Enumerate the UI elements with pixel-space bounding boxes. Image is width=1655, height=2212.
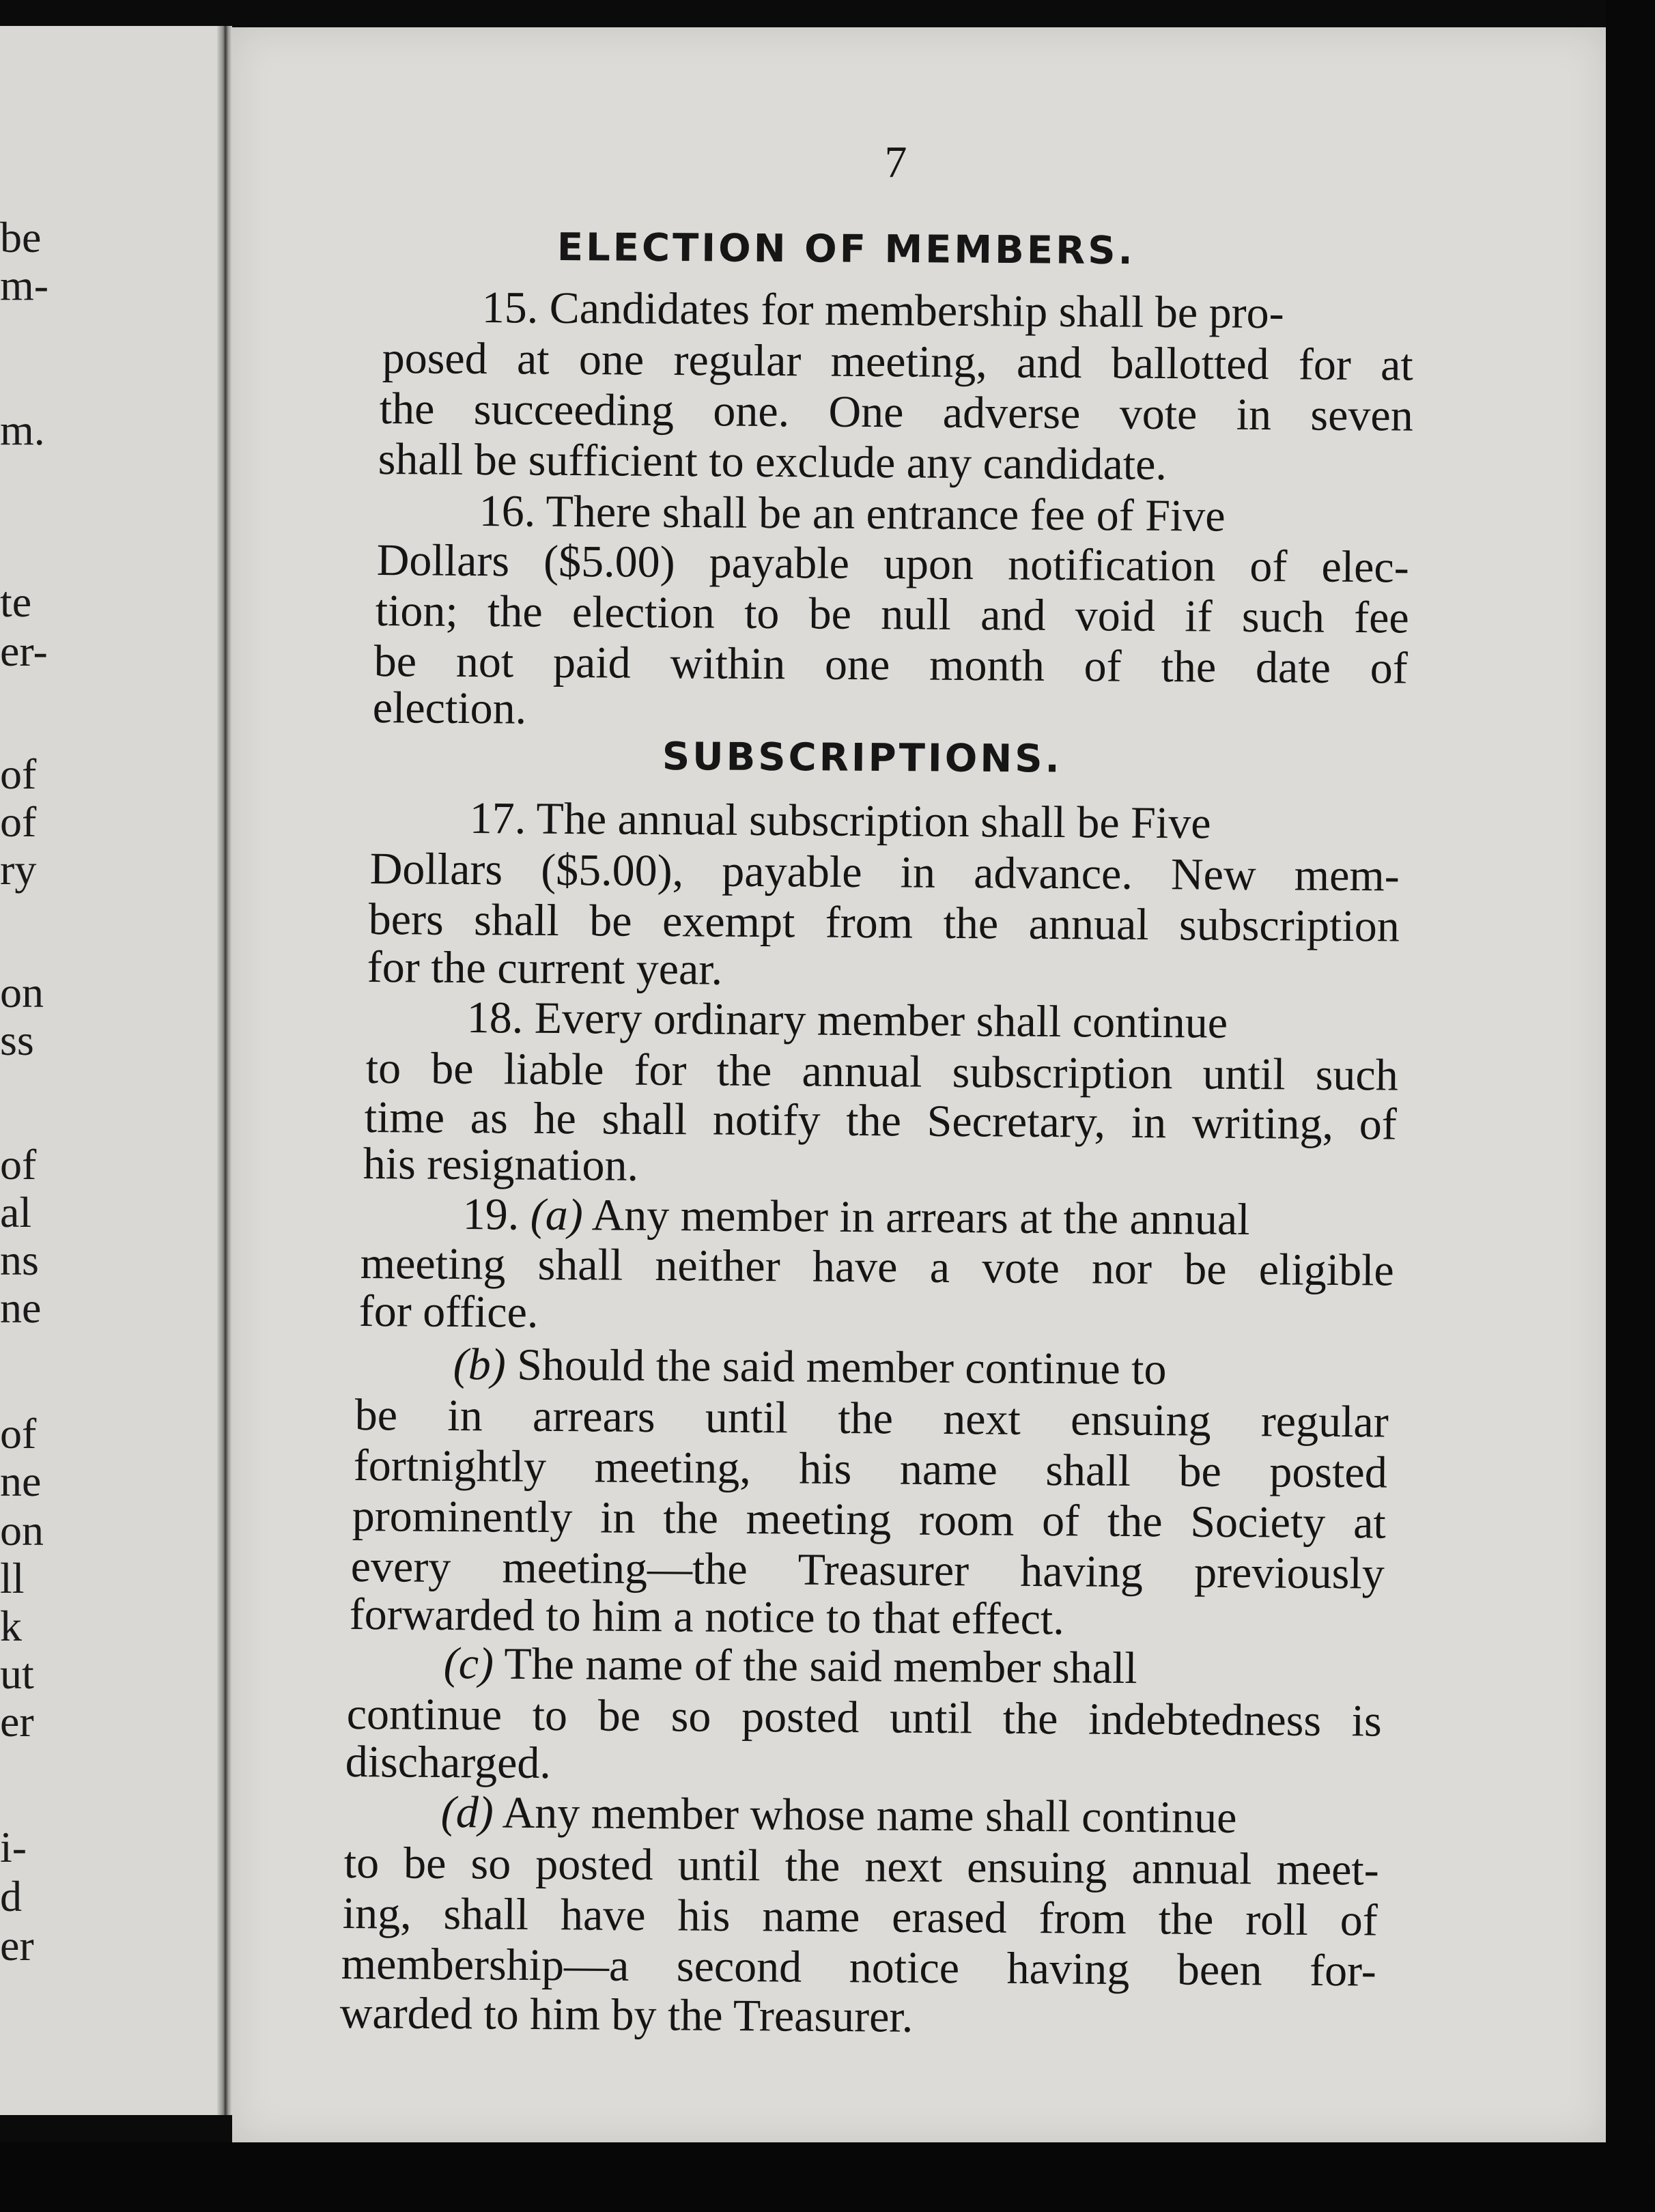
paragraph-line: bers shall be exempt from the annual subscription [368,894,1400,952]
facing-page-fragment: ns [0,1236,39,1284]
paragraph-line: 16. There shall be an entrance fee of Five [479,486,1226,541]
facing-page-fragment: ut [0,1649,34,1698]
facing-page-fragment: er- [0,627,48,675]
facing-page-fragment: ne [0,1457,42,1505]
paragraph-line: (b) Should the said member continue to [453,1339,1167,1395]
paragraph-line: shall be sufficient to exclude any candidate. [378,434,1168,490]
scan-border-bottom [0,2142,1655,2212]
paragraph-line: 18. Every ordinary member shall continue [466,993,1228,1048]
facing-page-fragment: ll [0,1554,25,1602]
facing-page-fragment: ss [0,1016,34,1064]
paragraph-line: membership—a second notice having been for- [341,1939,1376,1996]
facing-page-fragment: of [0,1409,37,1458]
facing-page-fragment: k [0,1602,22,1650]
paragraph-line: prominently in the meeting room of the Society at [352,1491,1386,1548]
facing-page-fragment: te [0,578,32,626]
paragraph-line: his resignation. [363,1139,639,1191]
paragraph-line: time as he shall notify the Secretary, in writing, of [364,1092,1397,1150]
facing-page-fragment: m- [0,261,49,309]
page-number: 7 [884,137,907,187]
paragraph-line: continue to be so posted until the indebtedness is [346,1689,1382,1746]
paragraph-line: be in arrears until the next ensuing regular [354,1390,1389,1447]
paragraph-line: forwarded to him a notice to that effect. [349,1589,1065,1645]
section-heading-subscriptions: SUBSCRIPTIONS. [662,735,1063,782]
paragraph-line: to be so posted until the next ensuing annual meet- [343,1838,1379,1895]
paragraph-line: Dollars ($5.00) payable upon notification of elec- [376,535,1409,593]
facing-page-fragment: on [0,1506,44,1555]
paragraph-line: for office. [358,1286,539,1337]
paragraph-line: 15. Candidates for membership shall be pro- [481,283,1284,339]
paragraph-line: posed at one regular meeting, and ballotted for at [382,333,1413,391]
paragraph-line: ing, shall have his name erased from the roll of [342,1888,1378,1946]
facing-page-fragment: ne [0,1284,42,1332]
paragraph-line: to be liable for the annual subscription until such [365,1043,1398,1101]
paragraph-line: the succeeding one. One adverse vote in seven [379,384,1413,441]
paragraph-line: fortnightly meeting, his name shall be posted [353,1441,1387,1498]
paragraph-line: for the current year. [367,942,723,995]
facing-page-fragment: m. [0,406,45,454]
facing-page-fragment: of [0,1140,37,1189]
paragraph-line: discharged. [345,1737,552,1789]
paragraph-line: warded to him by the Treasurer. [339,1988,914,2042]
paragraph-line: 17. The annual subscription shall be Five [469,793,1211,849]
facing-page-fragment: er [0,1697,34,1746]
paragraph-line: (d) Any member whose name shall continue [440,1787,1237,1843]
facing-page-fragment: of [0,797,37,846]
book-gutter [217,26,232,2115]
facing-page-fragment: on [0,968,44,1017]
paragraph-line: Dollars ($5.00), payable in advance. New mem- [369,844,1400,901]
facing-page-fragment: i- [0,1823,27,1871]
facing-page-fragment: ry [0,845,37,894]
facing-page-fragment: of [0,750,37,798]
facing-page-left [0,26,217,2115]
section-heading-election: ELECTION OF MEMBERS. [556,225,1136,274]
facing-page-fragment: d [0,1872,22,1920]
paragraph-line: (c) The name of the said member shall [443,1639,1137,1694]
paragraph-line: election. [372,683,527,734]
paragraph-line: meeting shall neither have a vote nor be eligible [360,1238,1394,1296]
paragraph-line: be not paid within one month of the date of [373,636,1408,694]
paragraph-line: tion; the election to be null and void if such fee [375,586,1409,643]
paragraph-line: 19. (a) Any member in arrears at the annual [462,1189,1250,1245]
facing-page-fragment: al [0,1188,32,1236]
facing-page-fragment: er [0,1921,34,1970]
paragraph-line: every meeting—the Treasurer having previously [350,1542,1385,1599]
scan-border-right [1606,0,1655,2212]
facing-page-fragment: be [0,213,42,261]
